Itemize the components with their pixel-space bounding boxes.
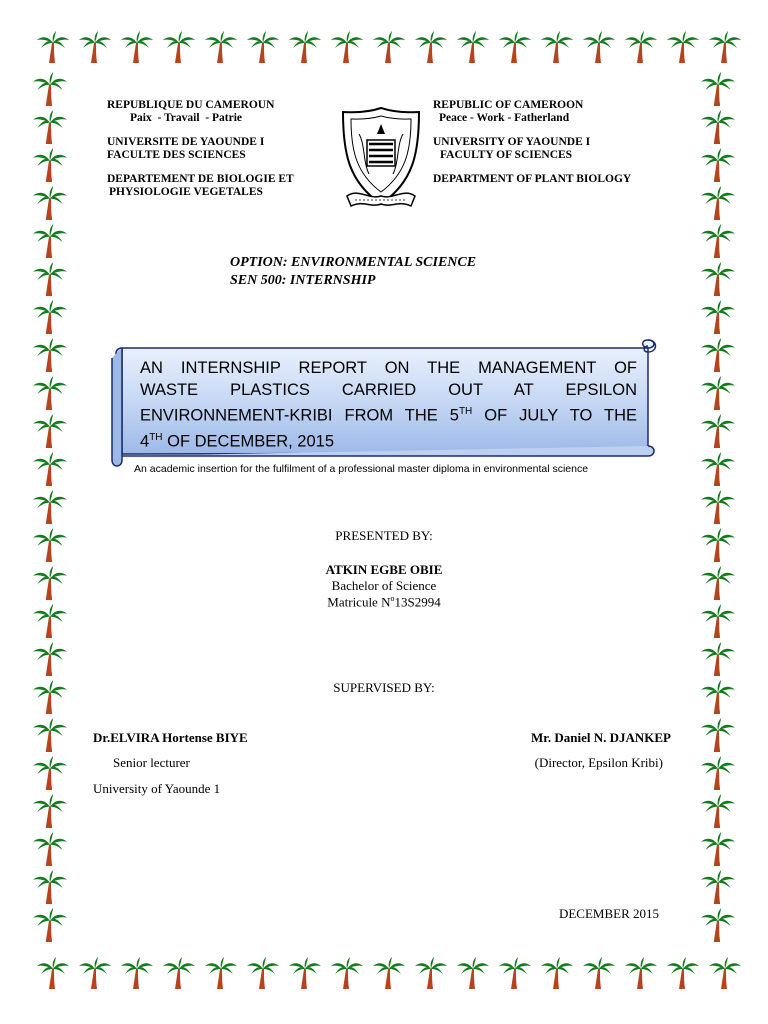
palm-tree-icon bbox=[32, 108, 68, 146]
palm-tree-icon bbox=[32, 716, 68, 754]
title-line3: ENVIRONNEMENT-KRIBI FROM THE 5TH OF JULY TO THE bbox=[140, 406, 638, 425]
palm-tree-icon bbox=[32, 640, 68, 678]
title-line1: AN INTERNSHIP REPORT ON THE MANAGEMENT OF bbox=[140, 359, 637, 377]
palm-tree-icon bbox=[32, 336, 68, 374]
palm-tree-icon bbox=[700, 222, 736, 260]
palm-tree-icon bbox=[700, 754, 736, 792]
palm-tree-icon bbox=[536, 30, 578, 64]
palm-tree-icon bbox=[32, 146, 68, 184]
palm-tree-icon bbox=[32, 298, 68, 336]
palm-tree-icon bbox=[32, 602, 68, 640]
palm-tree-icon bbox=[32, 830, 68, 868]
palm-tree-icon bbox=[32, 30, 74, 64]
fr-university: UNIVERSITE DE YAOUNDE I bbox=[107, 136, 265, 148]
palm-tree-icon bbox=[74, 956, 116, 990]
palm-tree-icon bbox=[700, 906, 736, 944]
palm-tree-icon bbox=[326, 956, 368, 990]
palm-tree-icon bbox=[700, 602, 736, 640]
palm-border-bottom bbox=[32, 956, 746, 990]
palm-border-left bbox=[32, 70, 68, 944]
presenter-matricule: Matricule $N^o13S2994$ bbox=[327, 594, 441, 610]
fr-department-line1: DEPARTEMENT DE BIOLOGIE ET bbox=[107, 173, 294, 185]
palm-tree-icon bbox=[32, 868, 68, 906]
header-french bbox=[107, 99, 294, 199]
palm-tree-icon bbox=[284, 956, 326, 990]
palm-tree-icon bbox=[662, 956, 704, 990]
option-line1: OPTION: ENVIRONMENTAL SCIENCE bbox=[230, 255, 477, 270]
palm-tree-icon bbox=[700, 108, 736, 146]
palm-tree-icon bbox=[32, 488, 68, 526]
palm-tree-icon bbox=[32, 222, 68, 260]
palm-tree-icon bbox=[32, 792, 68, 830]
palm-tree-icon bbox=[700, 260, 736, 298]
supervised-by-label: SUPERVISED BY: bbox=[333, 680, 435, 695]
palm-tree-icon bbox=[494, 30, 536, 64]
palm-tree-icon bbox=[494, 956, 536, 990]
report-subtitle: An academic insertion for the fulfilment of a professional master diploma in environmental science bbox=[134, 463, 589, 475]
palm-tree-icon bbox=[158, 30, 200, 64]
fr-department-line2: PHYSIOLOGIE VEGETALES bbox=[109, 186, 263, 198]
palm-tree-icon bbox=[368, 956, 410, 990]
report-date: DECEMBER 2015 bbox=[558, 906, 659, 921]
palm-tree-icon bbox=[326, 30, 368, 64]
palm-tree-icon bbox=[620, 30, 662, 64]
option-line2: SEN 500: INTERNSHIP bbox=[230, 273, 376, 288]
palm-tree-icon bbox=[700, 184, 736, 222]
palm-tree-icon bbox=[536, 956, 578, 990]
palm-tree-icon bbox=[32, 374, 68, 412]
palm-tree-icon bbox=[700, 146, 736, 184]
palm-tree-icon bbox=[700, 488, 736, 526]
palm-tree-icon bbox=[452, 956, 494, 990]
fr-country: REPUBLIQUE DU CAMEROUN bbox=[107, 99, 275, 111]
title-line2: WASTE PLASTICS CARRIED OUT AT EPSILON bbox=[140, 381, 637, 399]
presenter-degree: Bachelor of Science bbox=[331, 578, 437, 593]
palm-tree-icon bbox=[410, 956, 452, 990]
palm-tree-icon bbox=[32, 956, 74, 990]
supervisor-left-name: Dr.ELVIRA Hortense BIYE bbox=[93, 730, 248, 745]
palm-tree-icon bbox=[700, 640, 736, 678]
palm-tree-icon bbox=[32, 906, 68, 944]
presented-by-label: PRESENTED BY: bbox=[335, 528, 433, 543]
university-seal-icon bbox=[339, 104, 423, 214]
palm-tree-icon bbox=[620, 956, 662, 990]
palm-tree-icon bbox=[32, 754, 68, 792]
palm-tree-icon bbox=[700, 70, 736, 108]
en-university: UNIVERSITY OF YAOUNDE I bbox=[433, 136, 591, 148]
palm-tree-icon bbox=[32, 184, 68, 222]
palm-tree-icon bbox=[368, 30, 410, 64]
palm-tree-icon bbox=[704, 30, 746, 64]
palm-tree-icon bbox=[200, 30, 242, 64]
palm-tree-icon bbox=[700, 678, 736, 716]
palm-tree-icon bbox=[32, 450, 68, 488]
palm-tree-icon bbox=[700, 298, 736, 336]
palm-border-right bbox=[700, 70, 736, 944]
supervisor-right-title: (Director, Epsilon Kribi) bbox=[534, 755, 663, 770]
en-department: DEPARTMENT OF PLANT BIOLOGY bbox=[433, 173, 632, 185]
supervisor-left-title: Senior lecturer bbox=[113, 755, 190, 770]
fr-faculty: FACULTE DES SCIENCES bbox=[107, 149, 246, 161]
fr-motto: Paix - Travail - Patrie bbox=[130, 112, 242, 124]
en-country: REPUBLIC OF CAMEROON bbox=[433, 99, 584, 111]
palm-tree-icon bbox=[578, 30, 620, 64]
palm-border-top bbox=[32, 30, 746, 64]
title-line4: 4TH OF DECEMBER, 2015 bbox=[140, 431, 335, 450]
palm-tree-icon bbox=[284, 30, 326, 64]
en-motto: Peace - Work - Fatherland bbox=[439, 112, 570, 124]
palm-tree-icon bbox=[700, 792, 736, 830]
palm-tree-icon bbox=[700, 336, 736, 374]
palm-tree-icon bbox=[700, 450, 736, 488]
palm-tree-icon bbox=[200, 956, 242, 990]
palm-tree-icon bbox=[32, 412, 68, 450]
palm-tree-icon bbox=[700, 716, 736, 754]
palm-tree-icon bbox=[32, 526, 68, 564]
palm-tree-icon bbox=[700, 526, 736, 564]
palm-tree-icon bbox=[116, 956, 158, 990]
palm-tree-icon bbox=[700, 374, 736, 412]
palm-tree-icon bbox=[32, 260, 68, 298]
supervisor-left-institution: University of Yaounde 1 bbox=[93, 781, 221, 796]
palm-tree-icon bbox=[116, 30, 158, 64]
palm-tree-icon bbox=[32, 678, 68, 716]
palm-tree-icon bbox=[410, 30, 452, 64]
palm-tree-icon bbox=[242, 956, 284, 990]
option-block bbox=[230, 254, 476, 290]
palm-tree-icon bbox=[700, 830, 736, 868]
palm-tree-icon bbox=[32, 70, 68, 108]
palm-tree-icon bbox=[700, 412, 736, 450]
palm-tree-icon bbox=[700, 564, 736, 602]
palm-tree-icon bbox=[578, 956, 620, 990]
palm-tree-icon bbox=[158, 956, 200, 990]
header-english bbox=[433, 99, 631, 186]
report-title bbox=[140, 357, 637, 452]
presenter-name: ATKIN EGBE OBIE bbox=[325, 562, 443, 577]
palm-tree-icon bbox=[74, 30, 116, 64]
palm-tree-icon bbox=[242, 30, 284, 64]
en-faculty: FACULTY OF SCIENCES bbox=[440, 149, 573, 161]
palm-tree-icon bbox=[32, 564, 68, 602]
palm-tree-icon bbox=[700, 868, 736, 906]
palm-tree-icon bbox=[662, 30, 704, 64]
palm-tree-icon bbox=[452, 30, 494, 64]
supervisor-right-name: Mr. Daniel N. DJANKEP bbox=[531, 730, 671, 745]
palm-tree-icon bbox=[704, 956, 746, 990]
